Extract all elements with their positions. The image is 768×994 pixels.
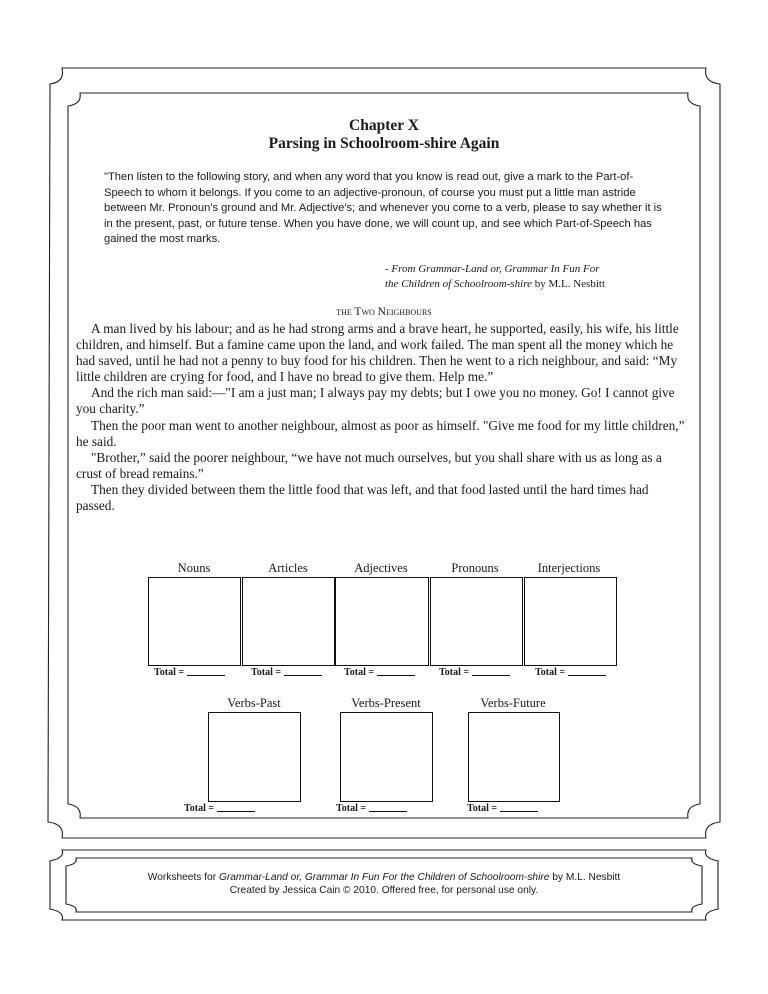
tally-box-verbs-present[interactable]	[340, 712, 433, 802]
total-pronouns: Total =	[439, 667, 510, 678]
tally-box-interjections[interactable]	[524, 577, 617, 666]
attribution-line1: - From Grammar-Land or, Grammar In Fun For	[385, 263, 600, 275]
story-paragraph: Then they divided between them the little food that was left, and that food lasted until the hard times had passed.	[76, 481, 649, 514]
tally-box-adjectives[interactable]	[335, 577, 429, 666]
footer-credits	[70, 871, 698, 897]
label-articles: Articles	[268, 561, 308, 575]
total-verbs-past: Total =	[184, 803, 255, 814]
label-verbs-past: Verbs-Past	[227, 696, 281, 710]
story-text	[76, 321, 688, 514]
label-nouns: Nouns	[177, 561, 211, 575]
attribution-book-title: the Children of Schoolroom-shire	[385, 278, 532, 290]
total-nouns-line[interactable]	[187, 674, 225, 676]
tally-box-nouns[interactable]	[148, 577, 241, 666]
total-verbs-present: Total =	[336, 803, 407, 814]
total-pronouns-line[interactable]	[472, 674, 510, 676]
total-verbs-future: Total =	[467, 803, 538, 814]
tally-box-verbs-past[interactable]	[208, 712, 301, 802]
label-verbs-present: Verbs-Present	[351, 696, 421, 710]
total-interjections: Total =	[535, 667, 606, 678]
story-title: the Two Neighbours	[336, 306, 432, 318]
label-adjectives: Adjectives	[354, 561, 408, 575]
total-interjections-line[interactable]	[568, 674, 606, 676]
story-paragraph: Then the poor man went to another neighbour, almost as poor as himself. "Give me food for my little children,” he said.	[76, 417, 685, 449]
total-verbs-future-line[interactable]	[500, 810, 538, 812]
tally-box-pronouns[interactable]	[430, 577, 523, 666]
story-paragraph: "Brother,” said the poorer neighbour, “we have not much ourselves, but you shall share with us as long as a crust of bread remains.”	[76, 449, 662, 481]
attribution-author: by M.L. Nesbitt	[531, 278, 605, 290]
label-pronouns: Pronouns	[451, 561, 499, 575]
quote-attribution	[385, 262, 685, 292]
total-articles-line[interactable]	[284, 674, 322, 676]
label-interjections: Interjections	[537, 561, 601, 575]
total-verbs-past-line[interactable]	[217, 810, 255, 812]
total-nouns: Total =	[154, 667, 225, 678]
total-articles: Total =	[251, 667, 322, 678]
tally-box-verbs-future[interactable]	[468, 712, 560, 802]
tally-box-articles[interactable]	[242, 577, 335, 666]
story-paragraph: A man lived by his labour; and as he had strong arms and a brave heart, he supported, easily, his wife, his little children, and himself. But a famine came upon the land, and work failed. The man spent all the money which he had saved, until he had not a penny to buy food for his children. Then he went to a rich neighbour, and said: “My little children are crying for food, and I have no bread to give them. Help me.”	[76, 321, 679, 385]
chapter-heading: Chapter X	[349, 117, 419, 134]
footer-prefix: Worksheets for	[147, 872, 219, 883]
intro-quote: "Then listen to the following story, and when any word that you know is read out, give a mark to the Part-of-Speech to whom it belongs. If you come to an adjective-pronoun, of course you must put a little man astride between Mr. Pronoun's ground and Mr. Adjective's; and whenever you come to a verb, please to say whether it is in the present, past, or future tense. When you have done, we will count up, and see which Part-of-Speech has gained the most marks.	[104, 171, 662, 245]
story-paragraph: And the rich man said:—"I am a just man; I always pay my debts; but I owe you no money. Go! I cannot give you charity.”	[76, 385, 675, 417]
chapter-subtitle: Parsing in Schoolroom-shire Again	[268, 135, 500, 152]
total-adjectives-line[interactable]	[377, 674, 415, 676]
footer-book-title: Grammar-Land or, Grammar In Fun For the Children of Schoolroom-shire	[218, 872, 550, 883]
label-verbs-future: Verbs-Future	[480, 696, 546, 710]
total-verbs-present-line[interactable]	[369, 810, 407, 812]
footer-author: by M.L. Nesbitt	[549, 872, 621, 883]
footer-copyright: Created by Jessica Cain © 2010. Offered free, for personal use only.	[229, 885, 539, 896]
total-adjectives: Total =	[344, 667, 415, 678]
